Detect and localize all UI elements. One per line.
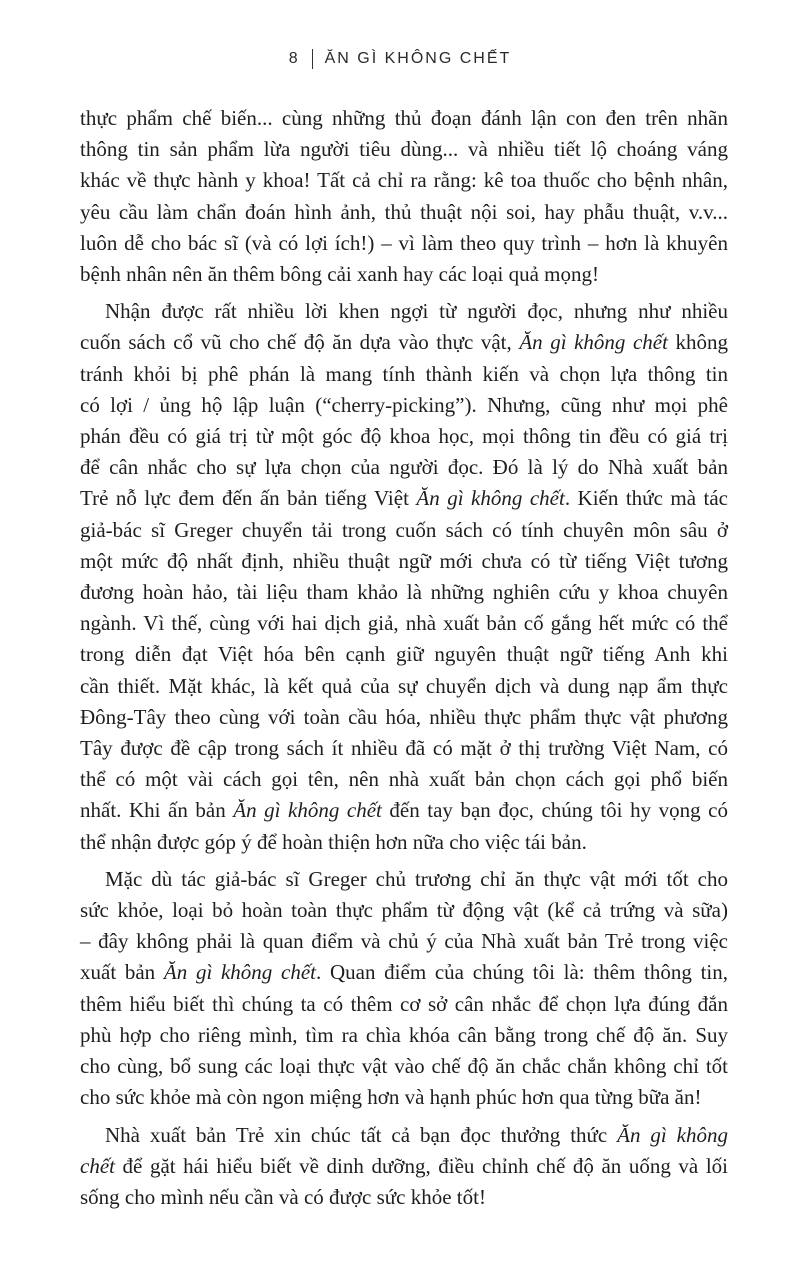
text-line: tránh khỏi bị phê phán là mang tính thành kiến và chọn lựa thông tin — [80, 361, 728, 386]
text-line: sống cho mình nếu cần và có được sức khỏe tốt! — [80, 1184, 486, 1209]
book-title-italic: Ăn gì không chết — [416, 486, 565, 511]
paragraph-2 — [80, 296, 728, 858]
text-run: xuất bản — [80, 960, 164, 985]
text-line — [80, 1120, 728, 1151]
text-line: khác về thực hành y khoa! Tất cả chỉ ra rằng: kê toa thuốc cho bệnh nhân, — [80, 168, 728, 193]
text-line: thể có một vài cách gọi tên, nên nhà xuất bản chọn cách gọi phổ biến — [80, 767, 728, 792]
text-line — [80, 483, 728, 514]
text-run: Trẻ nỗ lực đem đến ấn bản tiếng Việt — [80, 486, 417, 511]
text-line — [80, 795, 728, 826]
book-title-italic: Ăn gì không chết — [233, 798, 382, 823]
text-line: thông tin sản phẩm lừa người tiêu dùng... và nhiều tiết lộ choáng váng — [80, 137, 728, 162]
book-title-italic: Ăn gì không chết — [163, 960, 316, 985]
page-number: 8 — [288, 50, 300, 68]
text-line: luôn dễ cho bác sĩ (và có lợi ích!) – vì làm theo quy trình – hơn là khuyên — [80, 230, 728, 255]
text-line: Nhận được rất nhiều lời khen ngợi từ người đọc, nhưng như nhiều — [105, 299, 728, 324]
text-line: trong diễn đạt Việt hóa bên cạnh giữ nguyên thuật ngữ tiếng Anh khi — [80, 642, 728, 667]
text-run: Nhà xuất bản Trẻ xin chúc tất cả bạn đọc thưởng thức — [105, 1122, 618, 1147]
text-line: – đây không phải là quan điểm và chủ ý của Nhà xuất bản Trẻ trong việc — [80, 929, 728, 954]
paragraph-3 — [80, 864, 728, 1114]
page-body — [80, 103, 728, 1219]
book-title-italic: Ăn gì không — [617, 1122, 729, 1147]
text-run: không — [667, 330, 729, 355]
paragraph-4 — [80, 1120, 728, 1214]
text-line: Tây được đề cập trong sách ít nhiều đã có mặt ở thị trường Việt Nam, có — [80, 736, 728, 761]
running-header — [0, 49, 800, 69]
book-title-italic: Ăn gì không chết — [519, 330, 668, 355]
text-line: cho cùng, bổ sung các loại thực vật vào chế độ ăn chắc chắn không chỉ tốt — [80, 1054, 728, 1079]
text-line: sức khỏe, loại bỏ hoàn toàn thực phẩm từ động vật (kể cả trứng và sữa) — [80, 898, 728, 923]
text-line: phù hợp cho riêng mình, tìm ra chìa khóa cân bằng trong chế độ ăn. Suy — [80, 1022, 728, 1047]
header-divider — [312, 49, 313, 69]
text-line: giả-bác sĩ Greger chuyển tải trong cuốn sách có tính chuyên môn sâu ở — [80, 517, 728, 542]
text-line: để cân nhắc cho sự lựa chọn của người đọc. Đó là lý do Nhà xuất bản — [80, 455, 728, 480]
text-line: cần thiết. Mặt khác, là kết quả của sự chuyển dịch và dung nạp ẩm thực — [80, 673, 728, 698]
text-line: một mức độ nhất định, nhiều thuật ngữ mới chưa có từ tiếng Việt tương — [80, 548, 728, 573]
text-run: . Kiến thức mà tác — [564, 486, 728, 511]
text-run: để gặt hái hiểu biết về dinh dưỡng, điều chỉnh chế độ ăn uống và lối — [114, 1153, 728, 1178]
text-line: thể nhận được góp ý để hoàn thiện hơn nữa cho việc tái bản. — [80, 829, 587, 854]
text-line — [80, 327, 728, 358]
text-line — [80, 1151, 728, 1182]
book-title-italic: chết — [80, 1153, 115, 1178]
text-run: . Quan điểm của chúng tôi là: thêm thông tin, — [316, 960, 728, 985]
text-line: đương hoàn hảo, tài liệu tham khảo là những nghiên cứu y khoa chuyên — [80, 580, 728, 605]
text-line: có lợi / ủng hộ lập luận (“cherry-picking”). Nhưng, cũng như mọi phê — [80, 392, 728, 417]
text-line: bệnh nhân nên ăn thêm bông cải xanh hay các loại quả mọng! — [80, 262, 599, 287]
text-run: nhất. Khi ấn bản — [80, 798, 234, 823]
text-line: cho sức khỏe mà còn ngon miệng hơn và hạnh phúc hơn qua từng bữa ăn! — [80, 1085, 702, 1110]
text-line: thực phẩm chế biến... cùng những thủ đoạn đánh lận con đen trên nhãn — [80, 106, 728, 130]
text-line: yêu cầu làm chẩn đoán hình ảnh, thủ thuật nội soi, hay phẫu thuật, v.v... — [80, 199, 728, 224]
text-line: ngành. Vì thế, cùng với hai dịch giả, nhà xuất bản cố gắng hết mức có thể — [80, 611, 728, 636]
text-line — [80, 957, 728, 988]
paragraph-1 — [80, 103, 728, 290]
text-line: Đông-Tây theo cùng với toàn cầu hóa, nhiều thực phẩm thực vật phương — [80, 704, 728, 729]
text-line: Mặc dù tác giả-bác sĩ Greger chủ trương chỉ ăn thực vật mới tốt cho — [105, 866, 728, 891]
text-line: thêm hiểu biết thì chúng ta có thêm cơ sở cân nhắc để chọn lựa đúng đắn — [80, 991, 728, 1016]
text-run: đến tay bạn đọc, chúng tôi hy vọng có — [381, 798, 728, 823]
running-title: ĂN GÌ KHÔNG CHẾT — [324, 50, 512, 68]
text-run: cuốn sách cổ vũ cho chế độ ăn dựa vào thực vật, — [80, 330, 520, 355]
text-line: phán đều có giá trị từ một góc độ khoa học, mọi thông tin đều có giá trị — [80, 424, 728, 449]
